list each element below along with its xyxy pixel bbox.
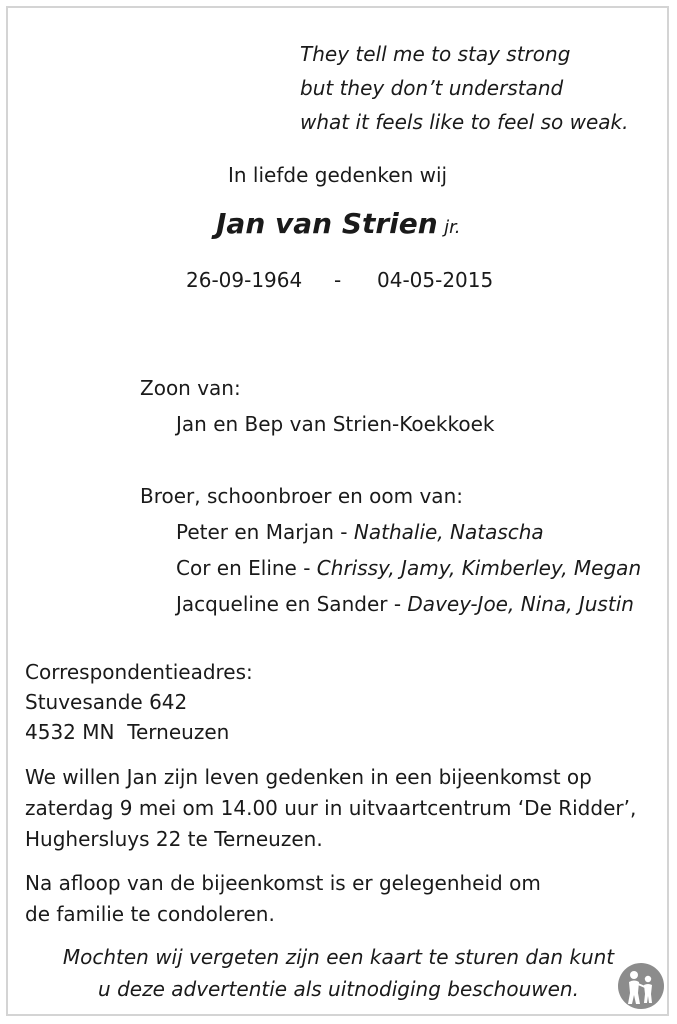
sibling-couple: Peter en Marjan [176,520,334,544]
sibling-dash: - [296,556,317,580]
siblings-heading: Broer, schoonbroer en oom van: [140,484,463,508]
poem-line-2: but they don’t understand [300,76,564,100]
sibling-children: Davey-Joe, Nina, Justin [407,592,634,616]
deceased-name [216,208,461,240]
parents-names: Jan en Bep van Strien-Koekkoek [176,412,495,436]
memorial-figures-icon [617,962,665,1010]
sibling-dash: - [333,520,354,544]
address-street: Stuvesande 642 [25,690,188,714]
notice-border [6,6,669,1016]
date-separator: - [334,268,342,292]
death-date: 04-05-2015 [377,268,494,292]
poem-line-3: what it feels like to feel so weak. [300,110,629,134]
sibling-children: Chrissy, Jamy, Kimberley, Megan [316,556,642,580]
gathering-line-1: We willen Jan zijn leven gedenken in een bijeenkomst op [25,765,592,789]
sibling-couple: Jacqueline en Sander [176,592,388,616]
address-city: 4532 MN Terneuzen [25,720,230,744]
address-heading: Correspondentieadres: [25,660,253,684]
deceased-suffix: jr. [444,217,461,238]
sibling-couple: Cor en Eline [176,556,297,580]
intro-text: In liefde gedenken wij [228,163,448,187]
closing-line-2: u deze advertentie als uitnodiging beschouwen. [98,977,579,1001]
gathering-line-2: zaterdag 9 mei om 14.00 uur in uitvaartcentrum ‘De Ridder’, [25,796,637,820]
poem-line-1: They tell me to stay strong [300,42,571,66]
closing-line-1: Mochten wij vergeten zijn een kaart te sturen dan kunt [62,945,615,969]
sibling-row [176,556,641,580]
sibling-row [176,520,544,544]
sibling-row [176,592,634,616]
sibling-children: Nathalie, Natascha [353,520,544,544]
condolence-line-2: de familie te condoleren. [25,902,275,926]
condolence-line-1: Na afloop van de bijeenkomst is er gelegenheid om [25,871,541,895]
birth-date: 26-09-1964 [186,268,303,292]
sibling-dash: - [387,592,408,616]
gathering-line-3: Hughersluys 22 te Terneuzen. [25,827,323,851]
deceased-name-text: Jan van Strien [216,207,438,240]
son-of-heading: Zoon van: [140,376,241,400]
